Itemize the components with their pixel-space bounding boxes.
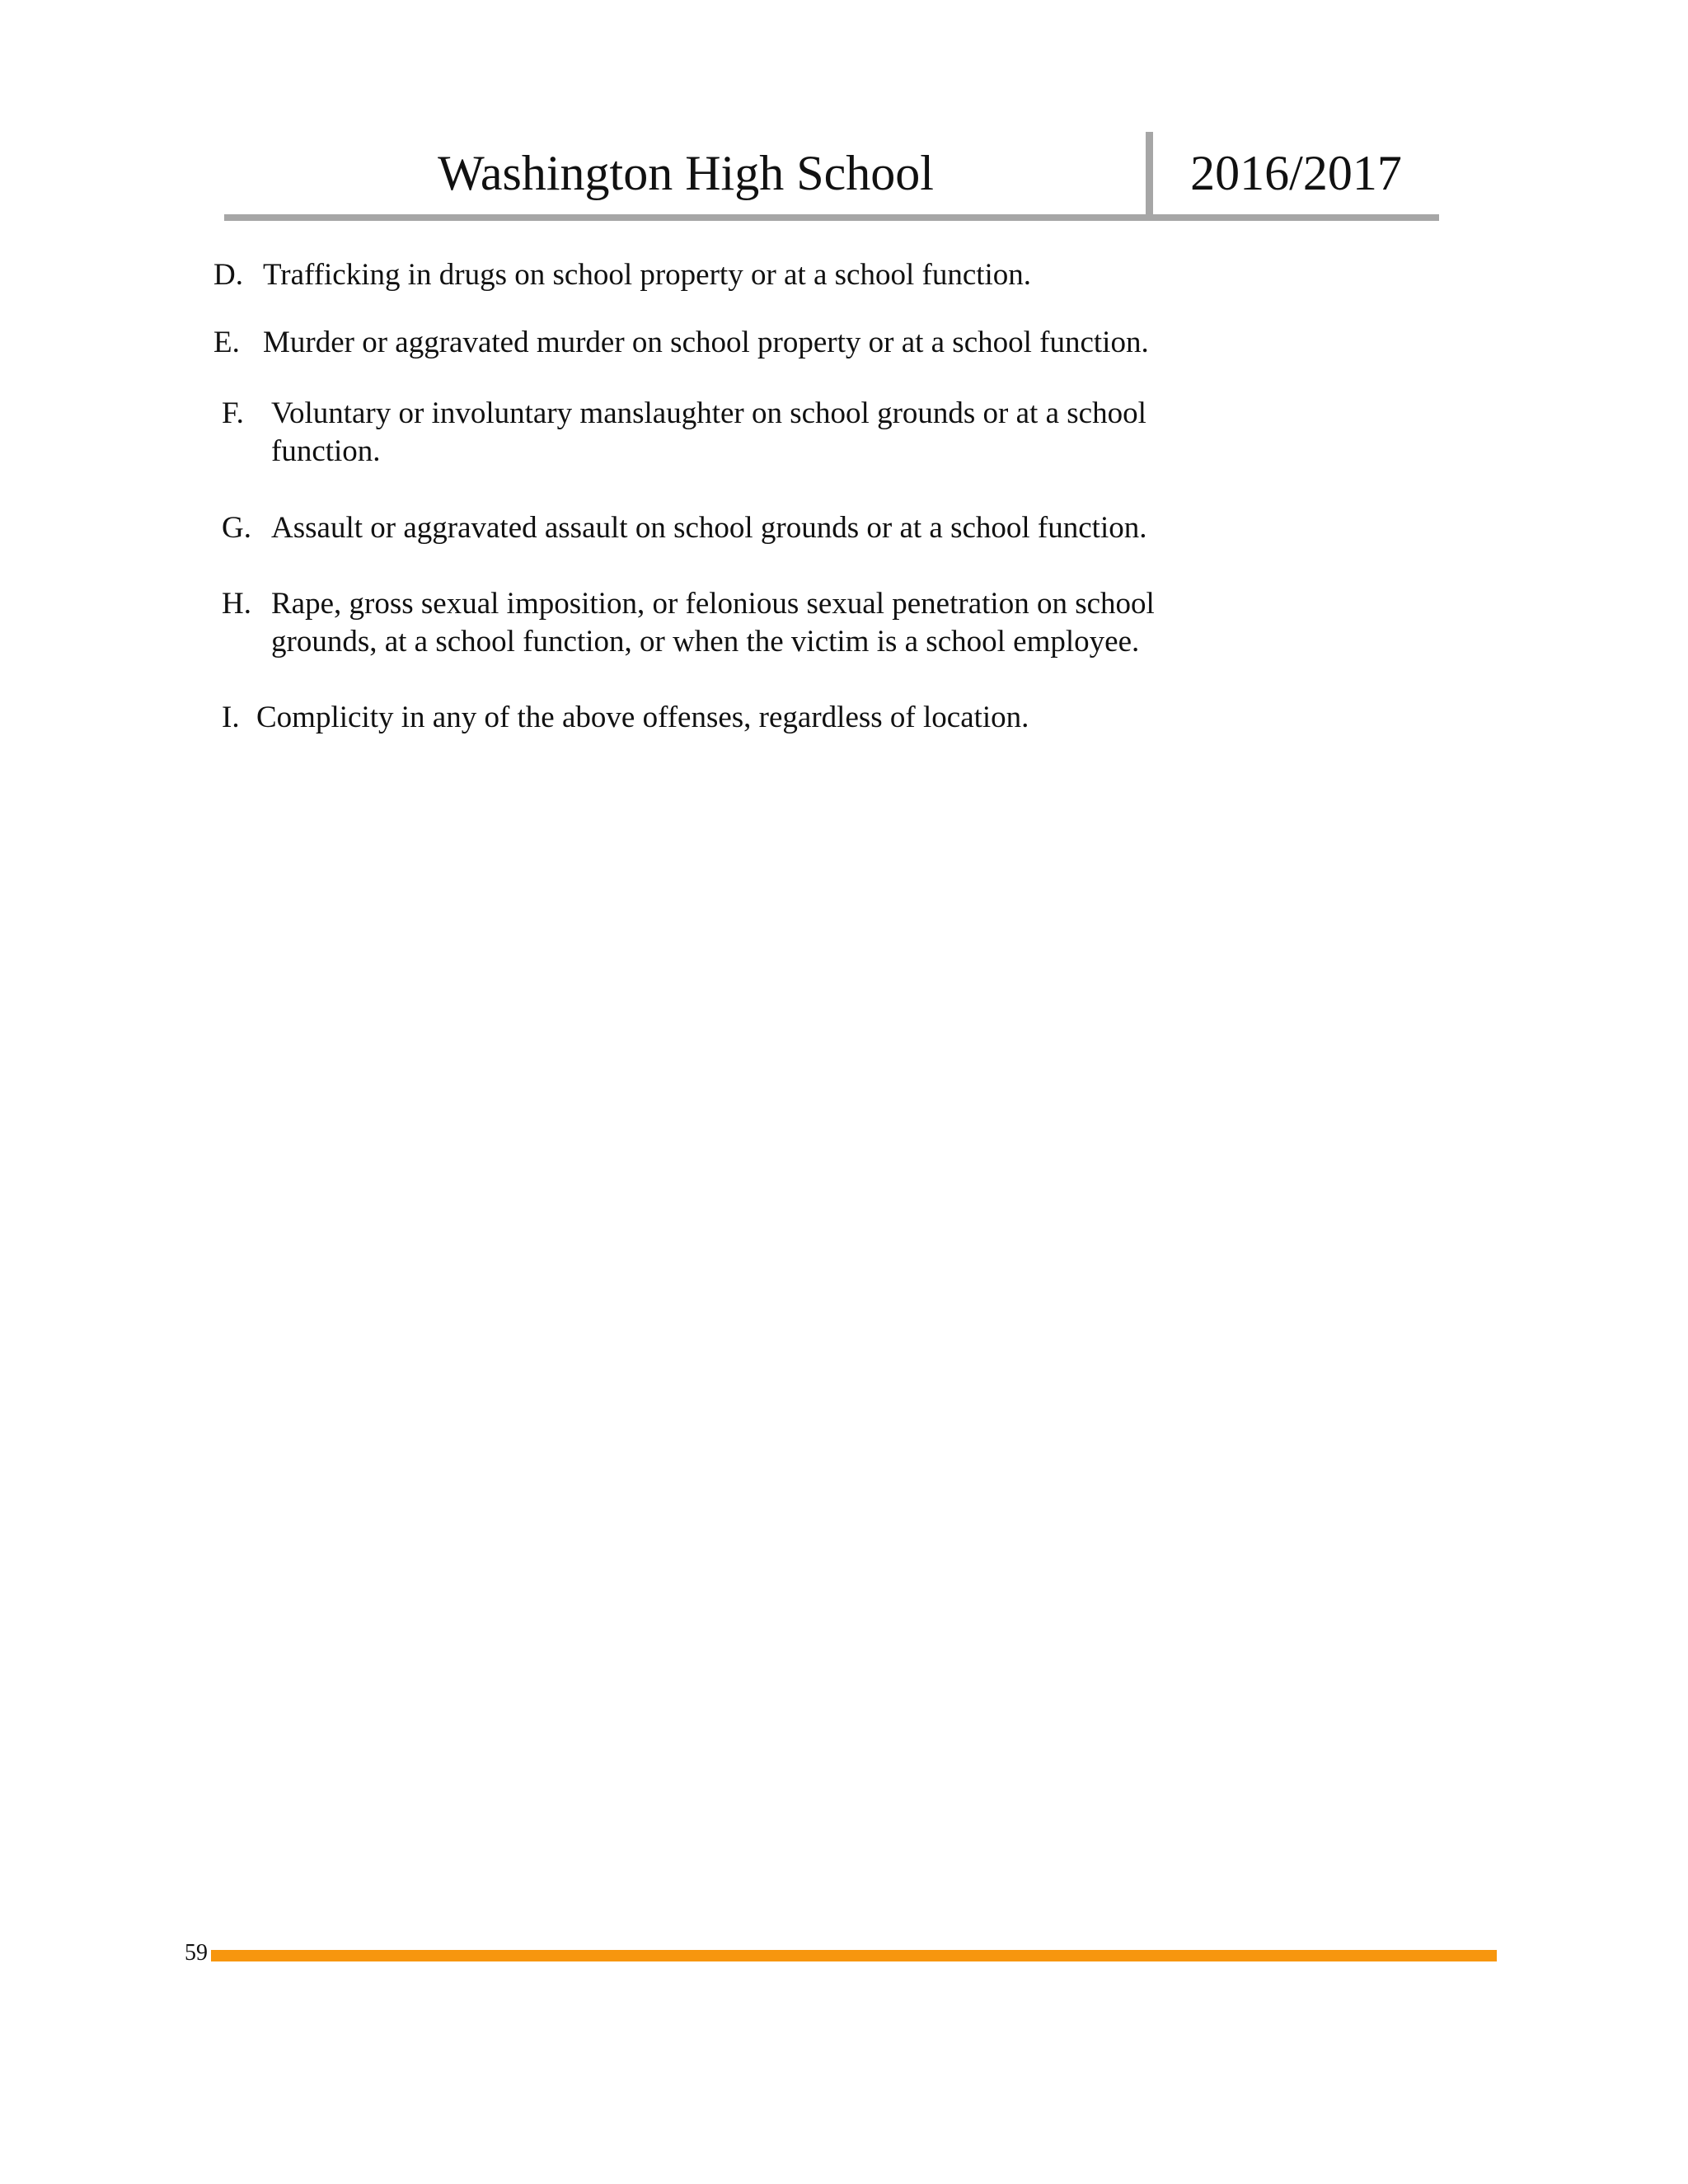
header-year: 2016/2017 (1190, 146, 1402, 200)
item-text: Complicity in any of the above offenses, regardless of location. (256, 701, 1029, 734)
header-divider (1146, 132, 1153, 218)
item-marker: E. (213, 326, 240, 359)
page-footer (185, 1937, 1497, 1970)
item-text: Murder or aggravated murder on school property or at a school function. (263, 326, 1149, 359)
list-item-g (222, 509, 1244, 547)
footer-bar (211, 1950, 1497, 1961)
list-item-d (213, 256, 1236, 294)
item-text-continued: grounds, at a school function, or when the victim is a school employee. (271, 625, 1140, 658)
header-title: Washington High School (438, 146, 934, 200)
item-marker: D. (213, 258, 243, 292)
item-text: Trafficking in drugs on school property or at a school function. (263, 258, 1032, 292)
item-marker: H. (222, 587, 251, 621)
header-rule (224, 214, 1439, 221)
list-item-i (222, 699, 1244, 737)
page-header (224, 132, 1439, 221)
item-marker: G. (222, 511, 251, 545)
item-text: Voluntary or involuntary manslaughter on school grounds or at a school (271, 396, 1146, 430)
item-text: Assault or aggravated assault on school grounds or at a school function. (271, 511, 1147, 545)
item-text: Rape, gross sexual imposition, or felonious sexual penetration on school (271, 587, 1155, 621)
item-text-continued: function. (271, 434, 381, 468)
page-number: 59 (185, 1940, 208, 1966)
list-item-h (222, 585, 1244, 661)
item-marker: I. (222, 701, 240, 734)
item-marker: F. (222, 396, 244, 430)
list-item-e (213, 324, 1236, 362)
list-item-f (222, 395, 1244, 471)
